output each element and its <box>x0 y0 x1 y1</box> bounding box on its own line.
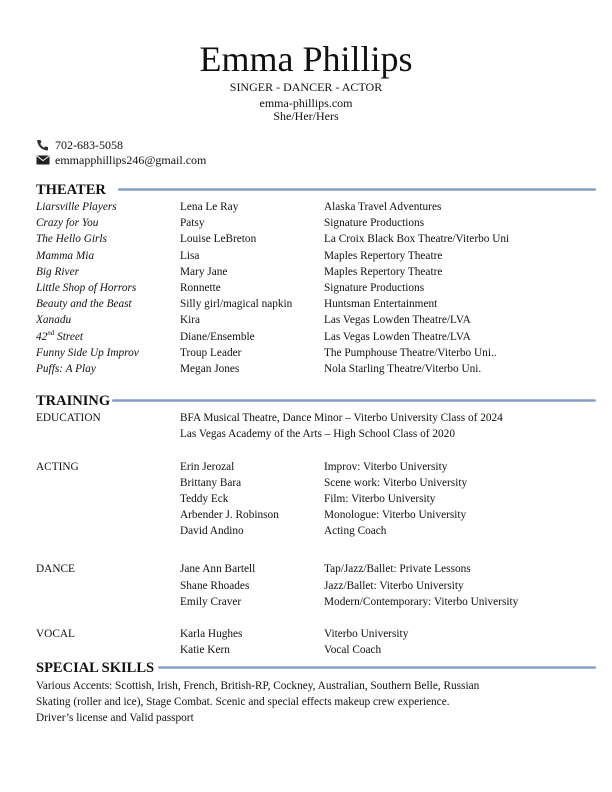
company: Signature Productions <box>324 217 425 230</box>
website: emma-phillips.com <box>259 96 353 110</box>
table-row <box>0 312 612 328</box>
table-row <box>0 296 612 312</box>
role: Louise LeBreton <box>180 233 257 246</box>
company: Huntsman Entertainment <box>324 298 438 311</box>
show-title: Little Shop of Horrors <box>36 282 137 294</box>
role: Mary Jane <box>180 265 228 278</box>
skills-line: Various Accents: Scottish, Irish, French, British-RP, Cockney, Australian, Southern Belle, Russian <box>36 680 480 692</box>
table-row <box>0 361 612 377</box>
teacher: Teddy Eck <box>180 493 229 506</box>
training-detail: Monologue: Viterbo University <box>324 509 467 522</box>
role: Lena Le Ray <box>180 201 239 213</box>
table-row <box>0 329 612 345</box>
skills-rule <box>158 666 596 669</box>
table-row <box>0 578 612 594</box>
role: Kira <box>180 314 201 327</box>
training-detail: Viterbo University <box>324 628 409 640</box>
role: Megan Jones <box>180 363 240 375</box>
show-title: Funny Side Up Improv <box>36 346 139 359</box>
theater-heading: THEATER <box>36 182 106 198</box>
teacher: Brittany Bara <box>180 477 242 490</box>
training-detail: Film: Viterbo University <box>324 493 436 506</box>
teacher: David Andino <box>180 525 244 538</box>
table-row <box>0 491 612 507</box>
skills-line: Driver’s license and Valid passport <box>36 712 194 724</box>
role: Troup Leader <box>180 346 242 359</box>
company: Las Vegas Lowden Theatre/LVA <box>324 314 471 327</box>
vocal-label: VOCAL <box>36 628 75 640</box>
table-row <box>0 594 612 610</box>
training-detail: Acting Coach <box>324 525 387 538</box>
dance-label: DANCE <box>36 563 75 575</box>
show-title: Crazy for You <box>36 217 99 230</box>
theater-rule <box>118 188 596 191</box>
table-row <box>0 642 612 658</box>
acting-label: ACTING <box>36 461 79 473</box>
company: The Pumphouse Theatre/Viterbo Uni.. <box>324 346 497 359</box>
table-row <box>0 215 612 231</box>
show-title: Beauty and the Beast <box>36 298 132 311</box>
company: La Croix Black Box Theatre/Viterbo Uni <box>324 233 510 246</box>
show-title: Big River <box>36 265 79 278</box>
show-title: Puffs: A Play <box>36 363 96 375</box>
table-row <box>0 475 612 491</box>
training-detail: Improv: Viterbo University <box>324 461 448 473</box>
show-title: Mamma Mia <box>36 249 95 262</box>
teacher: Karla Hughes <box>180 628 243 640</box>
table-row <box>0 231 612 247</box>
training-detail: Jazz/Ballet: Viterbo University <box>324 579 464 592</box>
training-rule <box>112 399 596 402</box>
email-address: emmapphillips246@gmail.com <box>55 153 207 167</box>
teacher: Jane Ann Bartell <box>180 563 256 575</box>
teacher: Arbender J. Robinson <box>180 509 279 522</box>
resume-name: Emma Phillips <box>199 39 413 79</box>
company: Maples Repertory Theatre <box>324 249 443 262</box>
company: Maples Repertory Theatre <box>324 265 443 278</box>
skills-line: Skating (roller and ice), Stage Combat. Scenic and special effects makeup crew experience. <box>36 696 450 708</box>
company: Signature Productions <box>324 282 425 294</box>
tagline: SINGER - DANCER - ACTOR <box>229 80 383 94</box>
role: Ronnette <box>180 282 221 294</box>
envelope-icon <box>36 154 50 166</box>
role: Silly girl/magical napkin <box>180 298 293 311</box>
phone-icon <box>36 139 50 151</box>
table-row <box>0 199 612 215</box>
show-title: Xanadu <box>36 314 72 327</box>
training-heading: TRAINING <box>36 393 111 409</box>
table-row <box>0 459 612 475</box>
table-row <box>0 523 612 539</box>
pronouns: She/Her/Hers <box>273 109 339 123</box>
table-row <box>0 507 612 523</box>
teacher: Erin Jerozal <box>180 461 235 473</box>
teacher: Katie Kern <box>180 644 230 656</box>
table-row <box>0 561 612 577</box>
training-detail: Scene work: Viterbo University <box>324 477 468 490</box>
training-detail: Tap/Jazz/Ballet: Private Lessons <box>324 563 471 575</box>
show-title: 42nd Street <box>36 328 84 343</box>
role: Patsy <box>180 217 205 230</box>
show-title: The Hello Girls <box>36 233 107 246</box>
table-row <box>0 626 612 642</box>
training-detail: Modern/Contemporary: Viterbo University <box>324 596 519 608</box>
phone-row <box>36 138 123 152</box>
table-row <box>0 280 612 296</box>
table-row <box>0 248 612 264</box>
table-row <box>0 345 612 361</box>
education-label: EDUCATION <box>36 412 101 424</box>
role: Lisa <box>180 249 200 262</box>
company: Las Vegas Lowden Theatre/LVA <box>324 330 471 343</box>
role: Diane/Ensemble <box>180 330 255 343</box>
education-item: BFA Musical Theatre, Dance Minor – Viterbo University Class of 2024 <box>180 412 503 424</box>
teacher: Shane Rhoades <box>180 579 250 592</box>
education-item: Las Vegas Academy of the Arts – High School Class of 2020 <box>180 428 455 440</box>
email-row <box>36 153 206 167</box>
show-title: Liarsville Players <box>36 201 117 213</box>
skills-heading: SPECIAL SKILLS <box>36 660 155 676</box>
training-detail: Vocal Coach <box>324 644 382 656</box>
company: Alaska Travel Adventures <box>324 201 442 213</box>
company: Nola Starling Theatre/Viterbo Uni. <box>324 363 482 375</box>
table-row <box>0 264 612 280</box>
phone-number: 702-683-5058 <box>55 138 123 152</box>
teacher: Emily Craver <box>180 596 242 608</box>
